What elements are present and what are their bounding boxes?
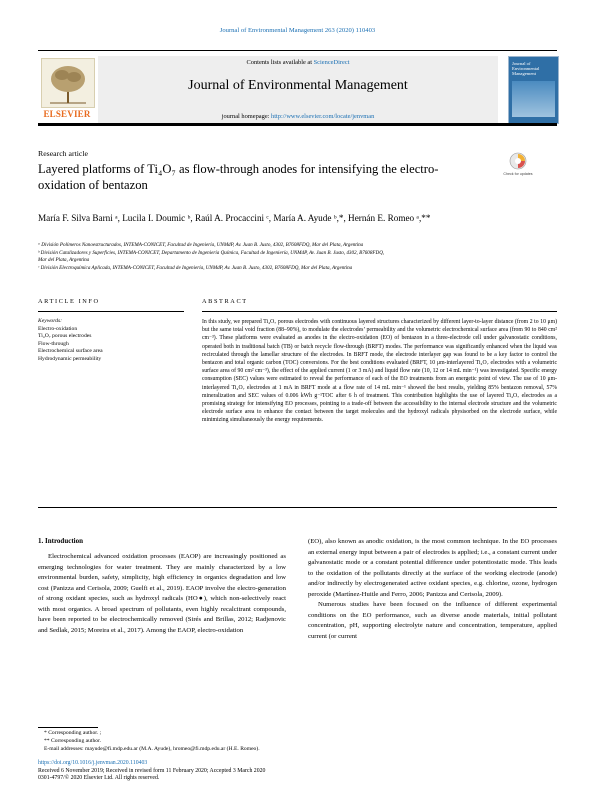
cover-title: Journal of Environmental Management — [512, 61, 540, 76]
homepage-link[interactable]: http://www.elsevier.com/locate/jenvman — [271, 113, 375, 120]
elsevier-wordmark: ELSEVIER — [43, 109, 91, 119]
article-info-heading: ARTICLE INFO — [38, 298, 100, 305]
footnote-corresponding-1: * Corresponding author. ; — [44, 730, 102, 736]
copyright-line: 0301-4797/© 2020 Elsevier Ltd. All rights reserved. — [38, 775, 160, 782]
introduction-paragraph: Electrochemical advanced oxidation processes (EAOP) are increasingly positioned as emerging technologies for water treatment. They are mainly characterized by a low environmental burden, safety, simplicity, high efficiency in organics degradation and low cost (Panizza and Cerisola, 2009; Guelfi et al., 2019). EAOP involve the electro-generation of strong oxidant species, such as hydroxyl radicals (HO●), which non-selectively react with most organics. A broad spectrum of pollutants, even highly recalcitrant compounds, have been reported to be electrochemically removed (Sirés and Brillas, 2012; Radjenovic and Sedlak, 2015; Moreira et al., 2017). Among the EAOP, electro-oxidation — [38, 553, 286, 634]
introduction-left-column — [38, 552, 286, 636]
cover-image — [512, 81, 555, 117]
abstract-bottom-rule — [38, 507, 557, 508]
footnote-emails: E-mail addresses: mayude@fi.mdp.edu.ar (M.A. Ayude), hromeo@fi.mdp.edu.ar (H.E. Romeo). — [44, 745, 260, 752]
keywords-box — [38, 318, 184, 364]
journal-title: Journal of Environmental Management — [188, 78, 408, 93]
journal-homepage-line — [98, 113, 498, 120]
footnotes — [38, 730, 538, 753]
footnote-corresponding-2: ** Corresponding author. — [44, 737, 102, 744]
received-dates: Received 6 November 2019; Received in revised form 11 February 2020; Accepted 3 March 2020 — [38, 767, 266, 774]
footnote-rule — [38, 727, 98, 728]
introduction-paragraph: (EO), also known as anodic oxidation, is the most common technique. In the EO processes an external energy input between a pair of electrodes is applied; i.e., a constant current under galvanostatic mode or a constant potential difference under potentiostatic mode. This leads to the oxidation of the pollutants directly at the surface of the working electrode (anode) and/or indirectly by electrogenerated active oxidant species, e.g. chlorine, ozone, hydrogen peroxide (Martínez-Huitle and Ferro, 2006; Panizza and Cerisola, 2009). — [308, 538, 557, 598]
abstract-rule — [202, 311, 557, 312]
elsevier-tree-icon — [41, 58, 95, 108]
abstract-heading: ABSTRACT — [202, 298, 248, 305]
article-type: Research article — [38, 149, 88, 158]
introduction-heading: 1. Introduction — [38, 537, 83, 545]
homepage-prefix: journal homepage: — [221, 113, 272, 120]
article-footer — [38, 760, 538, 783]
contents-available-line — [98, 59, 498, 66]
abstract-text: In this study, we prepared Ti₄O₇ porous electrodes with continuous layered structures characterized by different layer-to-layer distance (from 2 to 10 μm) but the same total void fraction (88–90%), to modulate the electrodes’ permeability and the volumetric electrochemical surface area (from 90 to 840 cm² cm⁻³). These platforms were evaluated as anodes in the electro-oxidation (EO) of bentazon in a three-electrode cell under galvanostatic conditions, operated both in traditional batch (TB) or batch recycle flow-through (BRFT) modes. The performance was significantly enhanced when the liquid was recirculated through the lamellar structure of the electrodes. In BRFT mode, the electrode interlayer gap was found to be a key factor to control the bentazon and total organic carbon (TOC) conversions. For the best conditions evaluated (BRFT, 10 μm-interlayered Ti₄O₇ electrodes with a volumetric surface area of 90 cm² cm⁻³), the effect of the applied current (1 or 3 mA) and liquid flow rate (10, 12 or 14 mL min⁻¹) was investigated. Specific energy consumption (SEC) values were estimated to reveal the performance of each of the EO treatments from an energetic point of view. The use of 10 μm-interlayered Ti₄O₇ electrodes at 1 mA in BRFT mode at a flow rate of 14 mL min⁻¹ showed the best results, yielding 85% bentazon removal, 57% mineralization and SEC values of 0.006 kWh g⁻¹TOC after 6 h of treatment. This contribution highlights the use of layered Ti₄O₇ electrodes as a promising strategy for intensifying EO processes, pointing to a trade-off between the accessibility to the internal electrode structure and the volumetric electrode surface area to enhance the contact between the target molecules and the hydroxyl radicals physisorbed on the electrode surface, while minimizing simultaneously the energy requirements. — [202, 319, 557, 424]
keywords-label: Keywords: — [38, 318, 63, 324]
author-list: María F. Silva Barni ᵃ, Lucila I. Doumic ᵇ, Raúl A. Procaccini ᶜ, María A. Ayude ᵇ,*, Hernán E. Romeo ᵃ,** — [38, 213, 431, 223]
crossmark-label: Check for updates — [503, 172, 533, 176]
masthead-bottom-rule — [38, 123, 557, 126]
introduction-right-column — [308, 537, 557, 642]
doi-link[interactable]: https://doi.org/10.1016/j.jenvman.2020.110403 — [38, 760, 148, 766]
check-for-updates-badge[interactable] — [505, 151, 531, 179]
journal-cover-thumbnail[interactable] — [508, 56, 559, 124]
affiliation-a: ᵃ División Polímeros Nanoestructurados, INTEMA-CONICET, Facultad de Ingeniería, UNMdP, Av. Juan B. Justo, 4302, B7608FDQ, Mar del Plata, Argentina — [38, 242, 364, 248]
journal-reference[interactable]: Journal of Environmental Management 263 (2020) 110403 — [219, 27, 376, 34]
keyword-item: Flow-through — [38, 340, 69, 347]
keyword-item: Hydrodynamic permeability — [38, 355, 102, 362]
affiliation-b: ᵇ División Catalizadores y Superficies, INTEMA-CONICET, Departamento de Ingeniería Química, Facultad de Ingeniería, UNMdP, Av. Juan B. Justo, 4302, B7608FDQ, — [38, 250, 385, 256]
masthead-top-rule — [38, 50, 557, 51]
keyword-item: Ti₄O₇ porous electrodes — [38, 333, 92, 340]
affiliation-c: ᶜ División Electroquímica Aplicada, INTEMA-CONICET, Facultad de Ingeniería, UNMdP, Av. Juan B. Justo, 4302, B7608FDQ, Mar del Plata, Argentina — [38, 265, 353, 271]
article-title: Layered platforms of Ti₄O₇ as flow-through anodes for intensifying the electro-oxidation of bentazon — [38, 162, 439, 192]
affiliation-b-continued: Mar del Plata, Argentina — [38, 257, 90, 263]
masthead-center — [98, 56, 498, 124]
contents-prefix: Contents lists available at — [246, 59, 314, 66]
journal-masthead — [38, 56, 557, 126]
article-info-rule — [38, 311, 184, 312]
sciencedirect-link[interactable]: ScienceDirect — [313, 59, 350, 66]
keyword-item: Electro-oxidation — [38, 325, 78, 332]
introduction-paragraph: Numerous studies have been focused on the influence of different experimental conditions on the EO performance, such as diverse anode materials, initial pollutant concentration, pH, supporting electrolyte nature and concentration, temperature, applied current (or current — [308, 601, 557, 640]
elsevier-logo[interactable] — [38, 58, 96, 122]
keyword-item: Electrochemical surface area — [38, 348, 103, 355]
